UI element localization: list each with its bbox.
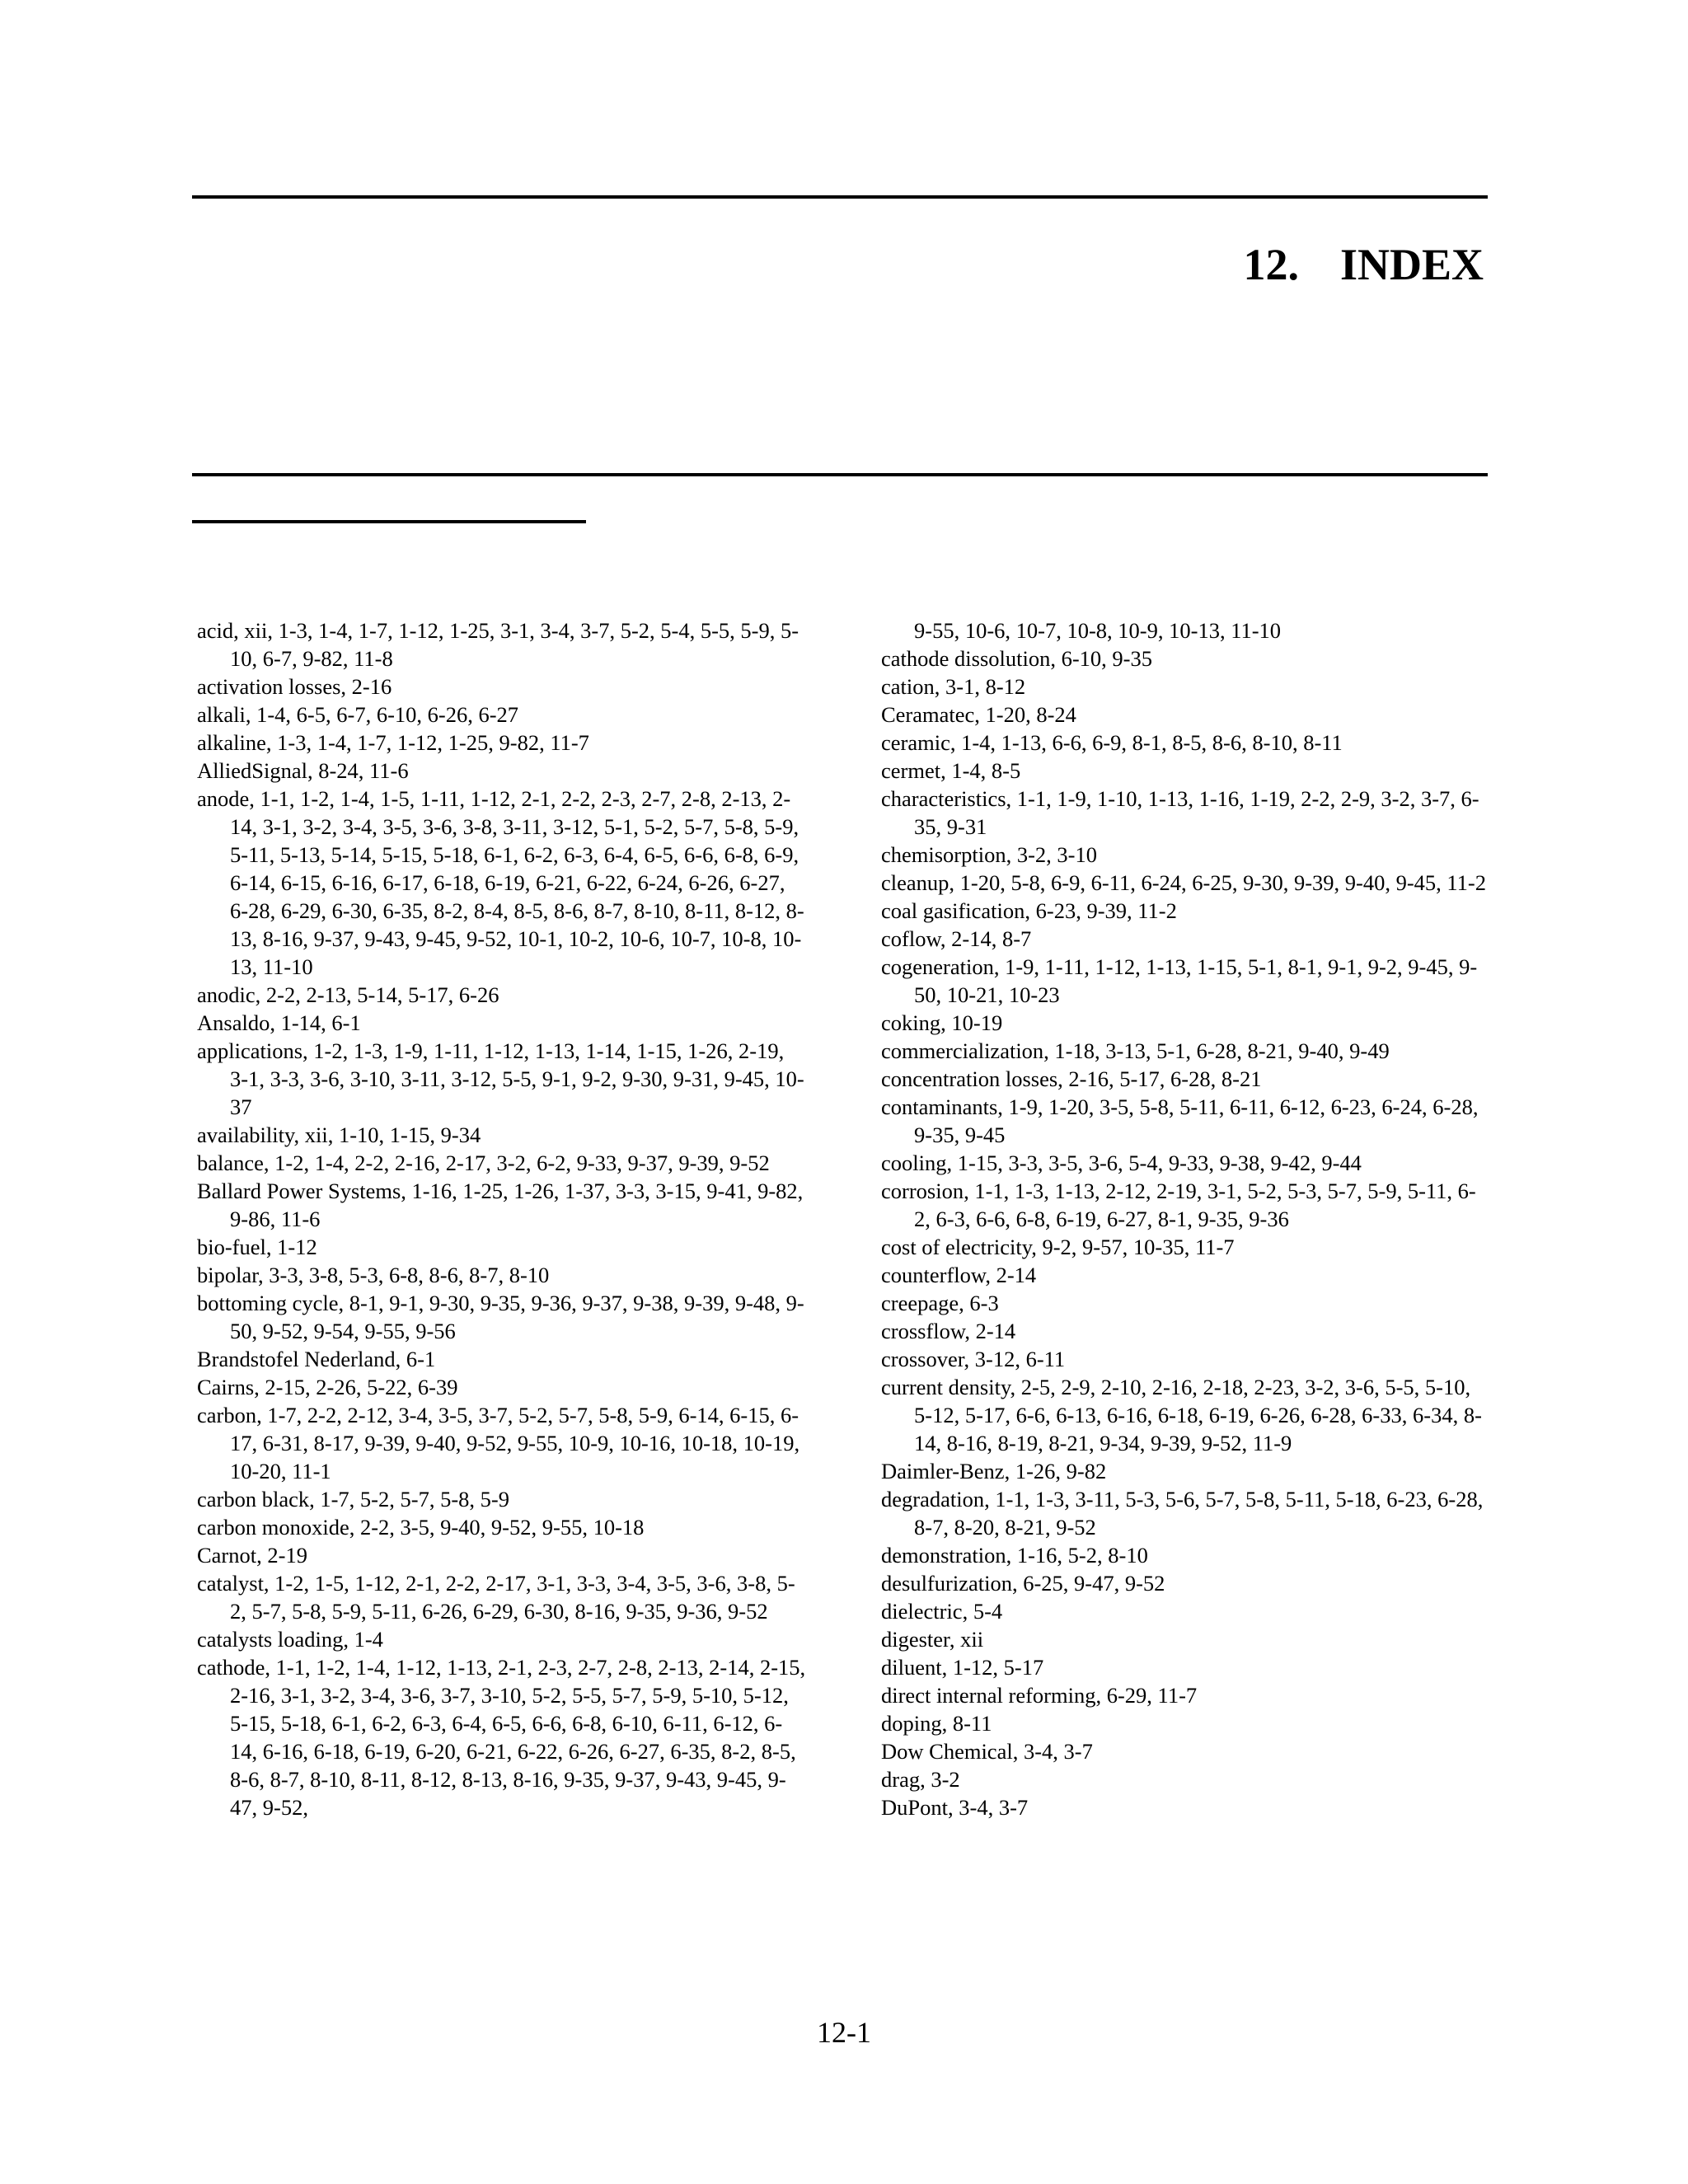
index-entry: doping, 8-11 <box>881 1711 992 1736</box>
index-entry: acid, xii, 1-3, 1-4, 1-7, 1-12, 1-25, 3-1, 3-4, 3-7, 5-2, 5-4, 5-5, 5-9, 5-10, 6-7, 9-82, 11-8 <box>197 618 799 671</box>
index-entry: contaminants, 1-9, 1-20, 3-5, 5-8, 5-11, 6-11, 6-12, 6-23, 6-24, 6-28, 9-35, 9-45 <box>881 1094 1479 1147</box>
index-column-left <box>197 616 807 1821</box>
index-entry: drag, 3-2 <box>881 1767 960 1792</box>
index-entry: anodic, 2-2, 2-13, 5-14, 5-17, 6-26 <box>197 982 499 1007</box>
index-entry: desulfurization, 6-25, 9-47, 9-52 <box>881 1571 1165 1596</box>
index-entry: Ballard Power Systems, 1-16, 1-25, 1-26, 1-37, 3-3, 3-15, 9-41, 9-82, 9-86, 11-6 <box>197 1179 804 1231</box>
index-entry: degradation, 1-1, 1-3, 3-11, 5-3, 5-6, 5-7, 5-8, 5-11, 5-18, 6-23, 6-28, 8-7, 8-20, 8-21, 9-52 <box>881 1487 1484 1540</box>
index-entry: coflow, 2-14, 8-7 <box>881 926 1032 951</box>
index-entry: carbon, 1-7, 2-2, 2-12, 3-4, 3-5, 3-7, 5-2, 5-7, 5-8, 5-9, 6-14, 6-15, 6-17, 6-31, 8-17, 9-39, 9-40, 9-52, 9-55, 10-9, 10-16, 10-18, 10-19, 10-20, 11-1 <box>197 1403 800 1483</box>
index-entry: catalyst, 1-2, 1-5, 1-12, 2-1, 2-2, 2-17, 3-1, 3-3, 3-4, 3-5, 3-6, 3-8, 5-2, 5-7, 5-8, 5-9, 5-11, 6-26, 6-29, 6-30, 8-16, 9-35, 9-36, 9-52 <box>197 1571 795 1624</box>
index-entry: cooling, 1-15, 3-3, 3-5, 3-6, 5-4, 9-33, 9-38, 9-42, 9-44 <box>881 1151 1362 1175</box>
index-entry: creepage, 6-3 <box>881 1291 999 1315</box>
index-entry: Daimler-Benz, 1-26, 9-82 <box>881 1459 1107 1483</box>
index-entry: concentration losses, 2-16, 5-17, 6-28, 8-21 <box>881 1066 1262 1091</box>
index-entry: digester, xii <box>881 1627 984 1652</box>
index-entry: chemisorption, 3-2, 3-10 <box>881 842 1098 867</box>
index-entry: availability, xii, 1-10, 1-15, 9-34 <box>197 1122 481 1147</box>
index-entry: diluent, 1-12, 5-17 <box>881 1655 1044 1680</box>
page-number: 12-1 <box>817 2016 871 2049</box>
index-entry: AlliedSignal, 8-24, 11-6 <box>197 758 409 783</box>
index-entry: DuPont, 3-4, 3-7 <box>881 1795 1029 1820</box>
index-entry: Cairns, 2-15, 2-26, 5-22, 6-39 <box>197 1375 458 1399</box>
index-entry: carbon black, 1-7, 5-2, 5-7, 5-8, 5-9 <box>197 1487 509 1511</box>
index-entry: characteristics, 1-1, 1-9, 1-10, 1-13, 1-16, 1-19, 2-2, 2-9, 3-2, 3-7, 6-35, 9-31 <box>881 786 1479 839</box>
chapter-title-text: INDEX <box>1339 240 1484 289</box>
index-entry: balance, 1-2, 1-4, 2-2, 2-16, 2-17, 3-2, 6-2, 9-33, 9-37, 9-39, 9-52 <box>197 1151 770 1175</box>
index-entry: bio-fuel, 1-12 <box>197 1235 317 1259</box>
index-entry: Carnot, 2-19 <box>197 1543 307 1568</box>
index-entry: coal gasification, 6-23, 9-39, 11-2 <box>881 898 1177 923</box>
index-entry: counterflow, 2-14 <box>881 1263 1037 1287</box>
index-entry: Dow Chemical, 3-4, 3-7 <box>881 1739 1093 1764</box>
chapter-number: 12. <box>1243 240 1299 289</box>
chapter-title <box>1243 239 1484 290</box>
index-entry: coking, 10-19 <box>881 1010 1003 1035</box>
index-entry: alkaline, 1-3, 1-4, 1-7, 1-12, 1-25, 9-82, 11-7 <box>197 730 589 755</box>
index-entry: bottoming cycle, 8-1, 9-1, 9-30, 9-35, 9-36, 9-37, 9-38, 9-39, 9-48, 9-50, 9-52, 9-54, 9-55, 9-56 <box>197 1291 804 1343</box>
index-entry: crossflow, 2-14 <box>881 1319 1016 1343</box>
index-entry: demonstration, 1-16, 5-2, 8-10 <box>881 1543 1148 1568</box>
index-entry: corrosion, 1-1, 1-3, 1-13, 2-12, 2-19, 3-1, 5-2, 5-3, 5-7, 5-9, 5-11, 6-2, 6-3, 6-6, 6-8, 6-19, 6-27, 8-1, 9-35, 9-36 <box>881 1179 1476 1231</box>
index-entry: cathode dissolution, 6-10, 9-35 <box>881 646 1152 671</box>
index-entry: Brandstofel Nederland, 6-1 <box>197 1347 436 1371</box>
index-entry: cathode, 1-1, 1-2, 1-4, 1-12, 1-13, 2-1, 2-3, 2-7, 2-8, 2-13, 2-14, 2-15, 2-16, 3-1, 3-2, 3-4, 3-6, 3-7, 3-10, 5-2, 5-5, 5-7, 5-9, 5-10, 5-12, 5-15, 5-18, 6-1, 6-2, 6-3, 6-4, 6-5, 6-6, 6-8, 6-10, 6-11, 6-12, 6-14, 6-16, 6-18, 6-19, 6-20, 6-21, 6-22, 6-26, 6-27, 6-35, 8-2, 8-5, 8-6, 8-7, 8-10, 8-11, 8-12, 8-13, 8-16, 9-35, 9-37, 9-43, 9-45, 9-47, 9-52, <box>197 1655 806 1820</box>
index-entry: applications, 1-2, 1-3, 1-9, 1-11, 1-12, 1-13, 1-14, 1-15, 1-26, 2-19, 3-1, 3-3, 3-6, 3-10, 3-11, 3-12, 5-5, 9-1, 9-2, 9-30, 9-31, 9-45, 10-37 <box>197 1038 804 1119</box>
index-entry: Ceramatec, 1-20, 8-24 <box>881 702 1076 727</box>
index-entry: catalysts loading, 1-4 <box>197 1627 383 1652</box>
index-entry: carbon monoxide, 2-2, 3-5, 9-40, 9-52, 9-55, 10-18 <box>197 1515 645 1540</box>
index-entry: current density, 2-5, 2-9, 2-10, 2-16, 2-18, 2-23, 3-2, 3-6, 5-5, 5-10, 5-12, 5-17, 6-6, 6-13, 6-16, 6-18, 6-19, 6-26, 6-28, 6-33, 6-34, 8-14, 8-16, 8-19, 8-21, 9-34, 9-39, 9-52, 11-9 <box>881 1375 1482 1455</box>
index-column-right <box>881 616 1491 1821</box>
index-entry: Ansaldo, 1-14, 6-1 <box>197 1010 361 1035</box>
top-rule <box>192 195 1488 199</box>
index-entry: activation losses, 2-16 <box>197 674 392 699</box>
index-entry: cleanup, 1-20, 5-8, 6-9, 6-11, 6-24, 6-25, 9-30, 9-39, 9-40, 9-45, 11-2 <box>881 870 1487 895</box>
index-entry: commercialization, 1-18, 3-13, 5-1, 6-28, 8-21, 9-40, 9-49 <box>881 1038 1390 1063</box>
short-rule <box>192 520 586 523</box>
index-entry: dielectric, 5-4 <box>881 1599 1003 1624</box>
index-entry: cost of electricity, 9-2, 9-57, 10-35, 11-7 <box>881 1235 1235 1259</box>
index-entry: anode, 1-1, 1-2, 1-4, 1-5, 1-11, 1-12, 2-1, 2-2, 2-3, 2-7, 2-8, 2-13, 2-14, 3-1, 3-2, 3-4, 3-5, 3-6, 3-8, 3-11, 3-12, 5-1, 5-2, 5-7, 5-8, 5-9, 5-11, 5-13, 5-14, 5-15, 5-18, 6-1, 6-2, 6-3, 6-4, 6-5, 6-6, 6-8, 6-9, 6-14, 6-15, 6-16, 6-17, 6-18, 6-19, 6-21, 6-22, 6-24, 6-26, 6-27, 6-28, 6-29, 6-30, 6-35, 8-2, 8-4, 8-5, 8-6, 8-7, 8-10, 8-11, 8-12, 8-13, 8-16, 9-37, 9-43, 9-45, 9-52, 10-1, 10-2, 10-6, 10-7, 10-8, 10-13, 11-10 <box>197 786 804 979</box>
index-entry: cermet, 1-4, 8-5 <box>881 758 1021 783</box>
index-entry-continuation: 9-55, 10-6, 10-7, 10-8, 10-9, 10-13, 11-10 <box>914 618 1282 643</box>
index-entry: alkali, 1-4, 6-5, 6-7, 6-10, 6-26, 6-27 <box>197 702 519 727</box>
index-entry: ceramic, 1-4, 1-13, 6-6, 6-9, 8-1, 8-5, 8-6, 8-10, 8-11 <box>881 730 1343 755</box>
index-entry: cation, 3-1, 8-12 <box>881 674 1026 699</box>
section-rule <box>192 473 1488 476</box>
index-entry: crossover, 3-12, 6-11 <box>881 1347 1066 1371</box>
index-entry: bipolar, 3-3, 3-8, 5-3, 6-8, 8-6, 8-7, 8-10 <box>197 1263 550 1287</box>
index-entry: cogeneration, 1-9, 1-11, 1-12, 1-13, 1-15, 5-1, 8-1, 9-1, 9-2, 9-45, 9-50, 10-21, 10-23 <box>881 954 1478 1007</box>
index-entry: direct internal reforming, 6-29, 11-7 <box>881 1683 1198 1708</box>
